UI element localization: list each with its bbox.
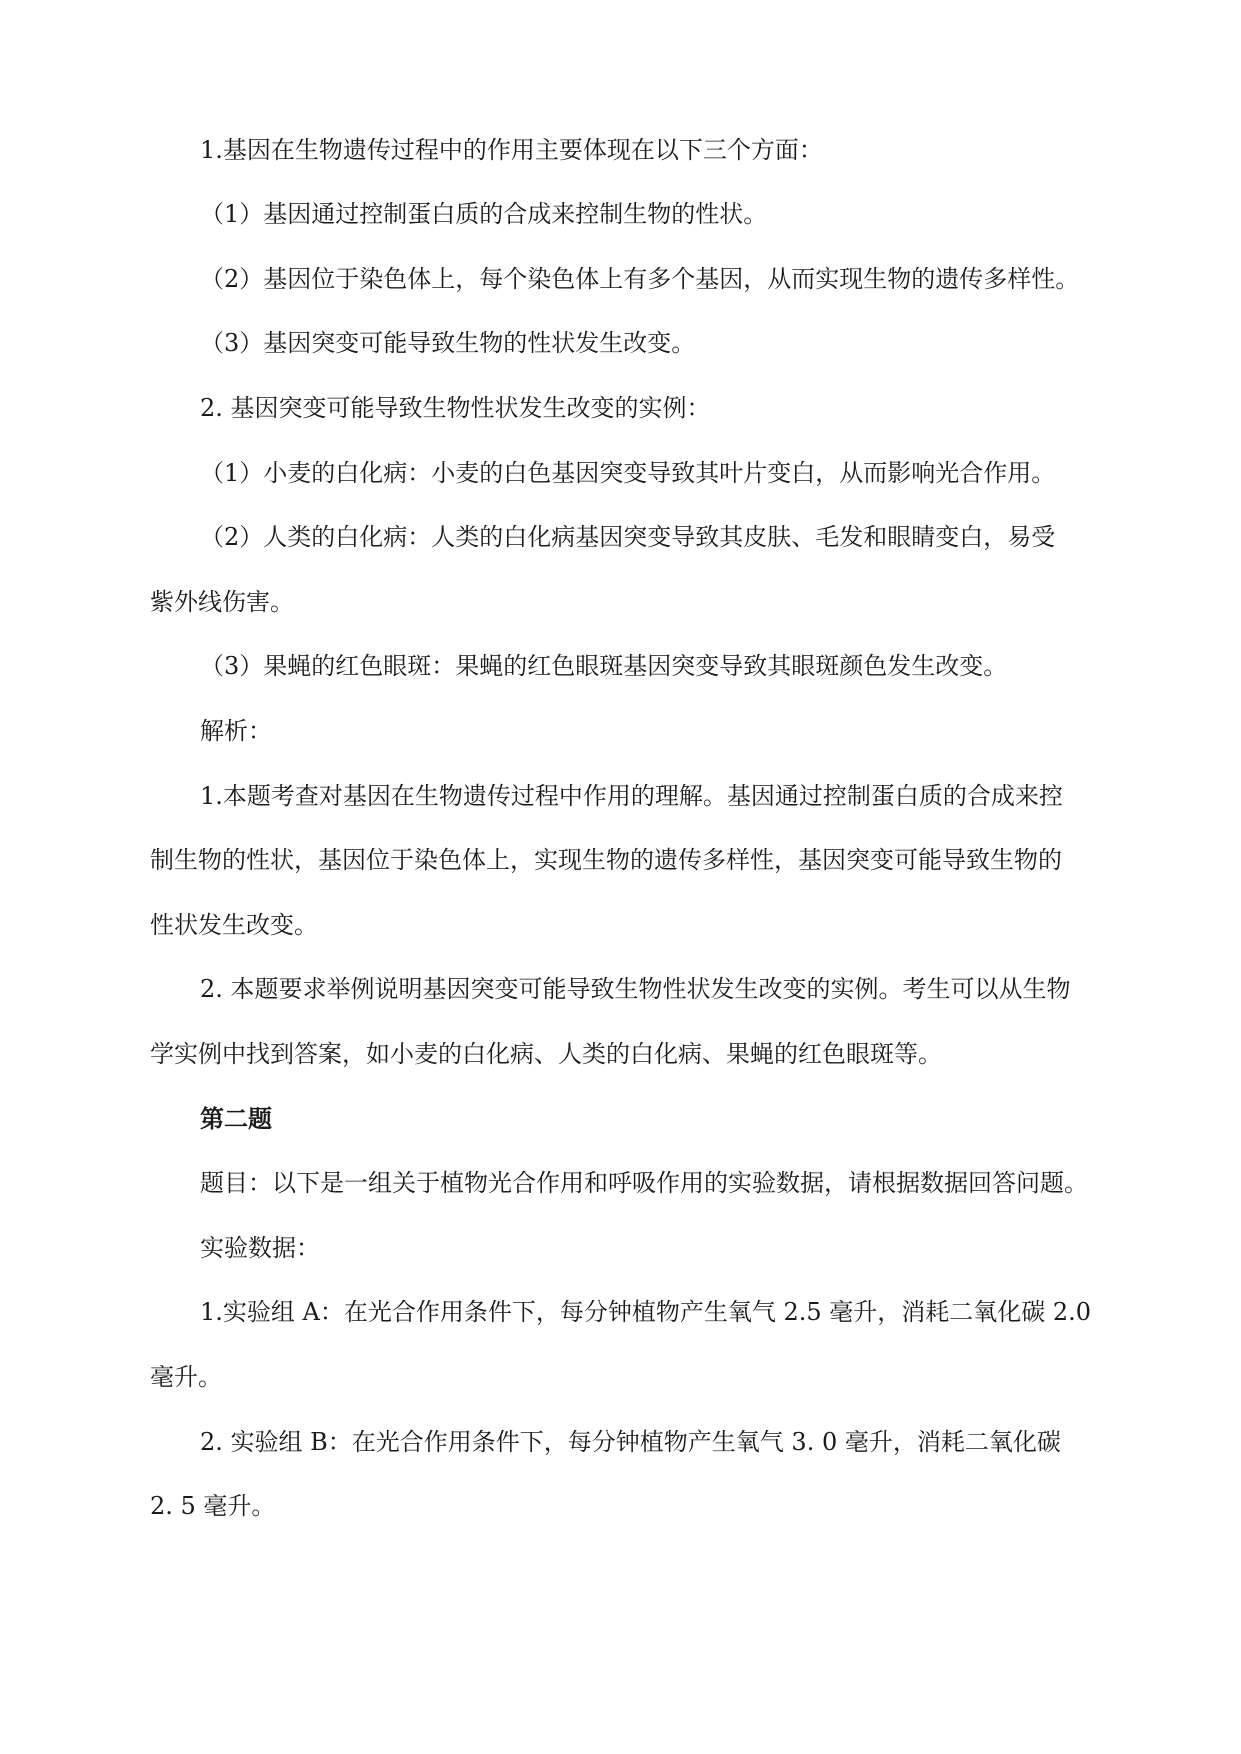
analysis-heading: 解析： [200,717,272,745]
experiment-data-heading: 实验数据： [200,1234,320,1262]
answer-1-point-3: （3）基因突变可能导致生物的性状发生改变。 [200,329,696,357]
analysis-1-line-2: 制生物的性状，基因位于染色体上，实现生物的遗传多样性，基因突变可能导致生物的 [150,846,1062,874]
analysis-1-line-3: 性状发生改变。 [150,911,318,939]
answer-2-example-2: （2）人类的白化病：人类的白化病基因突变导致其皮肤、毛发和眼睛变白，易受 [200,523,1056,551]
question-2-prompt: 题目：以下是一组关于植物光合作用和呼吸作用的实验数据，请根据数据回答问题。 [200,1169,1088,1197]
answer-2-example-2-continued: 紫外线伤害。 [150,588,294,616]
answer-1-point-2: （2）基因位于染色体上，每个染色体上有多个基因，从而实现生物的遗传多样性。 [200,265,1080,293]
section-heading-question-2: 第二题 [200,1104,272,1133]
answer-2-example-1: （1）小麦的白化病：小麦的白色基因突变导致其叶片变白，从而影响光合作用。 [200,459,1056,487]
analysis-2-line-2: 学实例中找到答案，如小麦的白化病、人类的白化病、果蝇的红色眼斑等。 [150,1040,942,1068]
answer-1-point-1: （1）基因通过控制蛋白质的合成来控制生物的性状。 [200,200,768,228]
experiment-group-b-line-2: 2. 5 毫升。 [150,1492,276,1520]
analysis-2-line-1: 2. 本题要求举例说明基因突变可能导致生物性状发生改变的实例。考生可以从生物 [200,975,1071,1003]
experiment-group-b-line-1: 2. 实验组 B：在光合作用条件下，每分钟植物产生氧气 3. 0 毫升，消耗二氧化碳 [200,1428,1061,1456]
answer-2-example-3: （3）果蝇的红色眼斑：果蝇的红色眼斑基因突变导致其眼斑颜色发生改变。 [200,652,1008,680]
experiment-group-a-line-1: 1.实验组 A：在光合作用条件下，每分钟植物产生氧气 2.5 毫升，消耗二氧化碳 2.0 [200,1298,1092,1326]
question-1-answer-heading: 1.基因在生物遗传过程中的作用主要体现在以下三个方面： [200,136,823,164]
experiment-group-a-line-2: 毫升。 [150,1363,222,1391]
analysis-1-line-1: 1.本题考查对基因在生物遗传过程中作用的理解。基因通过控制蛋白质的合成来控 [200,782,1063,810]
question-2-answer-heading: 2. 基因突变可能导致生物性状发生改变的实例： [200,394,711,422]
